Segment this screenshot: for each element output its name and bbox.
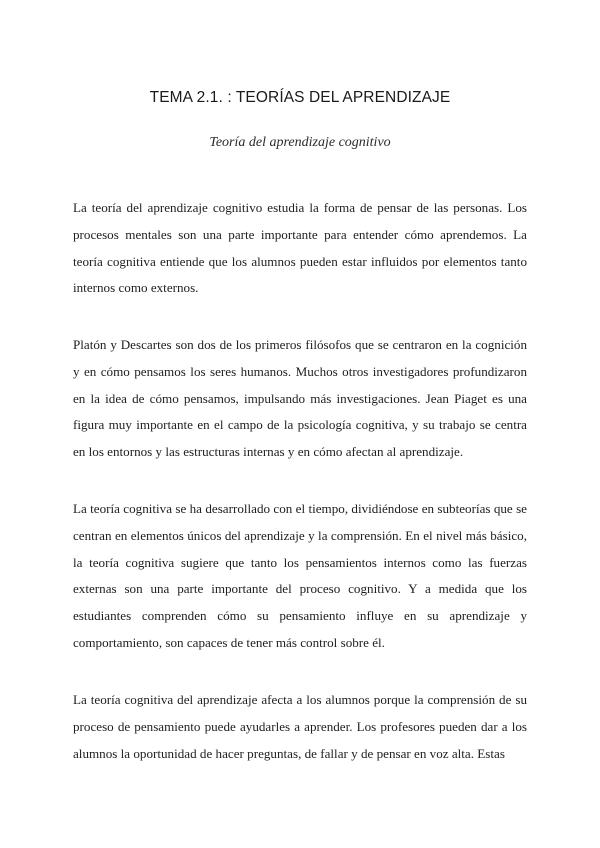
paragraph-1: La teoría del aprendizaje cognitivo estudia la forma de pensar de las personas. Los procesos mentales son una parte importante para entender cómo aprendemos. La teoría cognitiva entiende que los alumnos pueden estar influidos por elementos tanto internos como externos. <box>73 200 527 296</box>
page-title: TEMA 2.1. : TEORÍAS DEL APRENDIZAJE <box>149 89 451 106</box>
paragraph-4: La teoría cognitiva del aprendizaje afecta a los alumnos porque la comprensión de su proceso de pensamiento puede ayudarles a aprender. Los profesores pueden dar a los alumnos la oportunidad de hacer preguntas, de fallar y de pensar en voz alta. Estas <box>73 692 527 761</box>
paragraph-3: La teoría cognitiva se ha desarrollado con el tiempo, dividiéndose en subteorías que se centran en elementos únicos del aprendizaje y la comprensión. En el nivel más básico, la teoría cognitiva sugiere que tanto los pensamientos internos como las fuerzas externas son una parte importante del proceso cognitivo. Y a medida que los estudiantes comprenden cómo su pensamiento influye en su aprendizaje y comportamiento, son capaces de tener más control sobre él. <box>73 501 527 650</box>
paragraph-2: Platón y Descartes son dos de los primeros filósofos que se centraron en la cognición y en cómo pensamos los seres humanos. Muchos otros investigadores profundizaron en la idea de cómo pensamos, impulsando más investigaciones. Jean Piaget es una figura muy importante en el campo de la psicología cognitiva, y su trabajo se centra en los entornos y las estructuras internas y en cómo afectan al aprendizaje. <box>73 337 527 460</box>
section-subtitle: Teoría del aprendizaje cognitivo <box>209 135 391 150</box>
